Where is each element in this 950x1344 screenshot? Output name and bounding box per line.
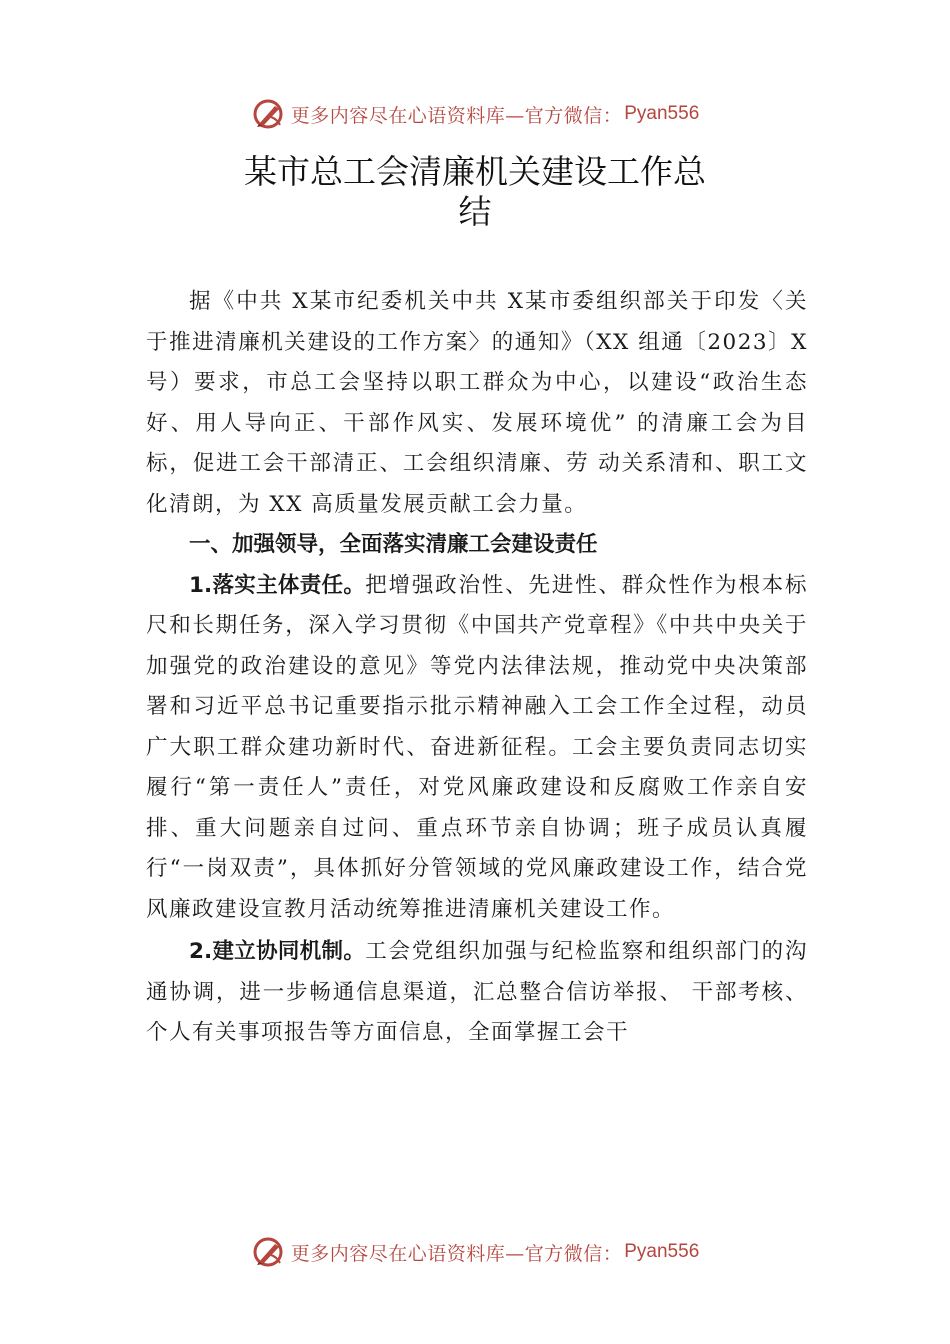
document-title — [210, 152, 740, 232]
banner-text: 更多内容尽在心语资料库—官方微信： — [290, 104, 623, 127]
item-2-lead: 2.建立协同机制。 — [189, 939, 366, 964]
banner-wechat-id: Pyan556 — [624, 103, 700, 124]
title-line-1: 某市总工会清廉机关建设工作总 — [244, 152, 706, 191]
header-banner — [0, 94, 950, 134]
footer-banner-wechat-id: Pyan556 — [624, 1241, 700, 1262]
item-2-paragraph — [146, 932, 808, 1054]
footer-banner — [0, 1232, 950, 1272]
document-body — [146, 282, 808, 1054]
footer-banner-text: 更多内容尽在心语资料库—官方微信： — [290, 1242, 623, 1265]
item-1-paragraph — [146, 566, 808, 931]
item-1-lead: 1.落实主体责任。 — [189, 572, 366, 598]
pen-circle-logo-icon — [251, 97, 285, 131]
section-heading-1: 一、加强领导，全面落实清廉工会建设责任 — [189, 532, 598, 557]
item-1-text: 把增强政治性、先进性、群众性作为根本标尺和长期任务，深入学习贯彻《中国共产党章程》《中共中央关于加强党的政治建设的意见》等党内法律法规，推动党中央决策部署和习近平总书记重要指示批示精神融入工会工作全过程，动员广大职工群众建功新时代、奋进新征程。工会主要负责同志切实履行“第一责任人”责任，对党风廉政建设和反腐败工作亲自安排、重大问题亲自过问、重点环节亲自协调；班子成员认真履行“一岗双责”，具体抓好分管领域的党风廉政建设工作，结合党风廉政建设宣教月活动统筹推进清廉机关建设工作。 — [146, 572, 808, 922]
title-line-2: 结 — [458, 192, 492, 231]
pen-circle-logo-icon — [251, 1235, 285, 1269]
intro-paragraph: 据《中共 X某市纪委机关中共 X某市委组织部关于印发〈关于推进清廉机关建设的工作方案〉的通知》（XX 组通〔2023〕X 号）要求，市总工会坚持以职工群众为中心，以建设“政治生态好、用人导向正、干部作风实、发展环境优” 的清廉工会为目标，促进工会干部清正、工会组织清廉、劳 动关系清和、职工文化清朗，为 XX 高质量发展贡献工会力量。 — [146, 289, 808, 517]
item-2-text: 工会党组织加强与纪检监察和组织部门的沟通协调，进一步畅通信息渠道，汇总整合信访举报、 干部考核、个人有关事项报告等方面信息，全面掌握工会干 — [146, 939, 808, 1045]
